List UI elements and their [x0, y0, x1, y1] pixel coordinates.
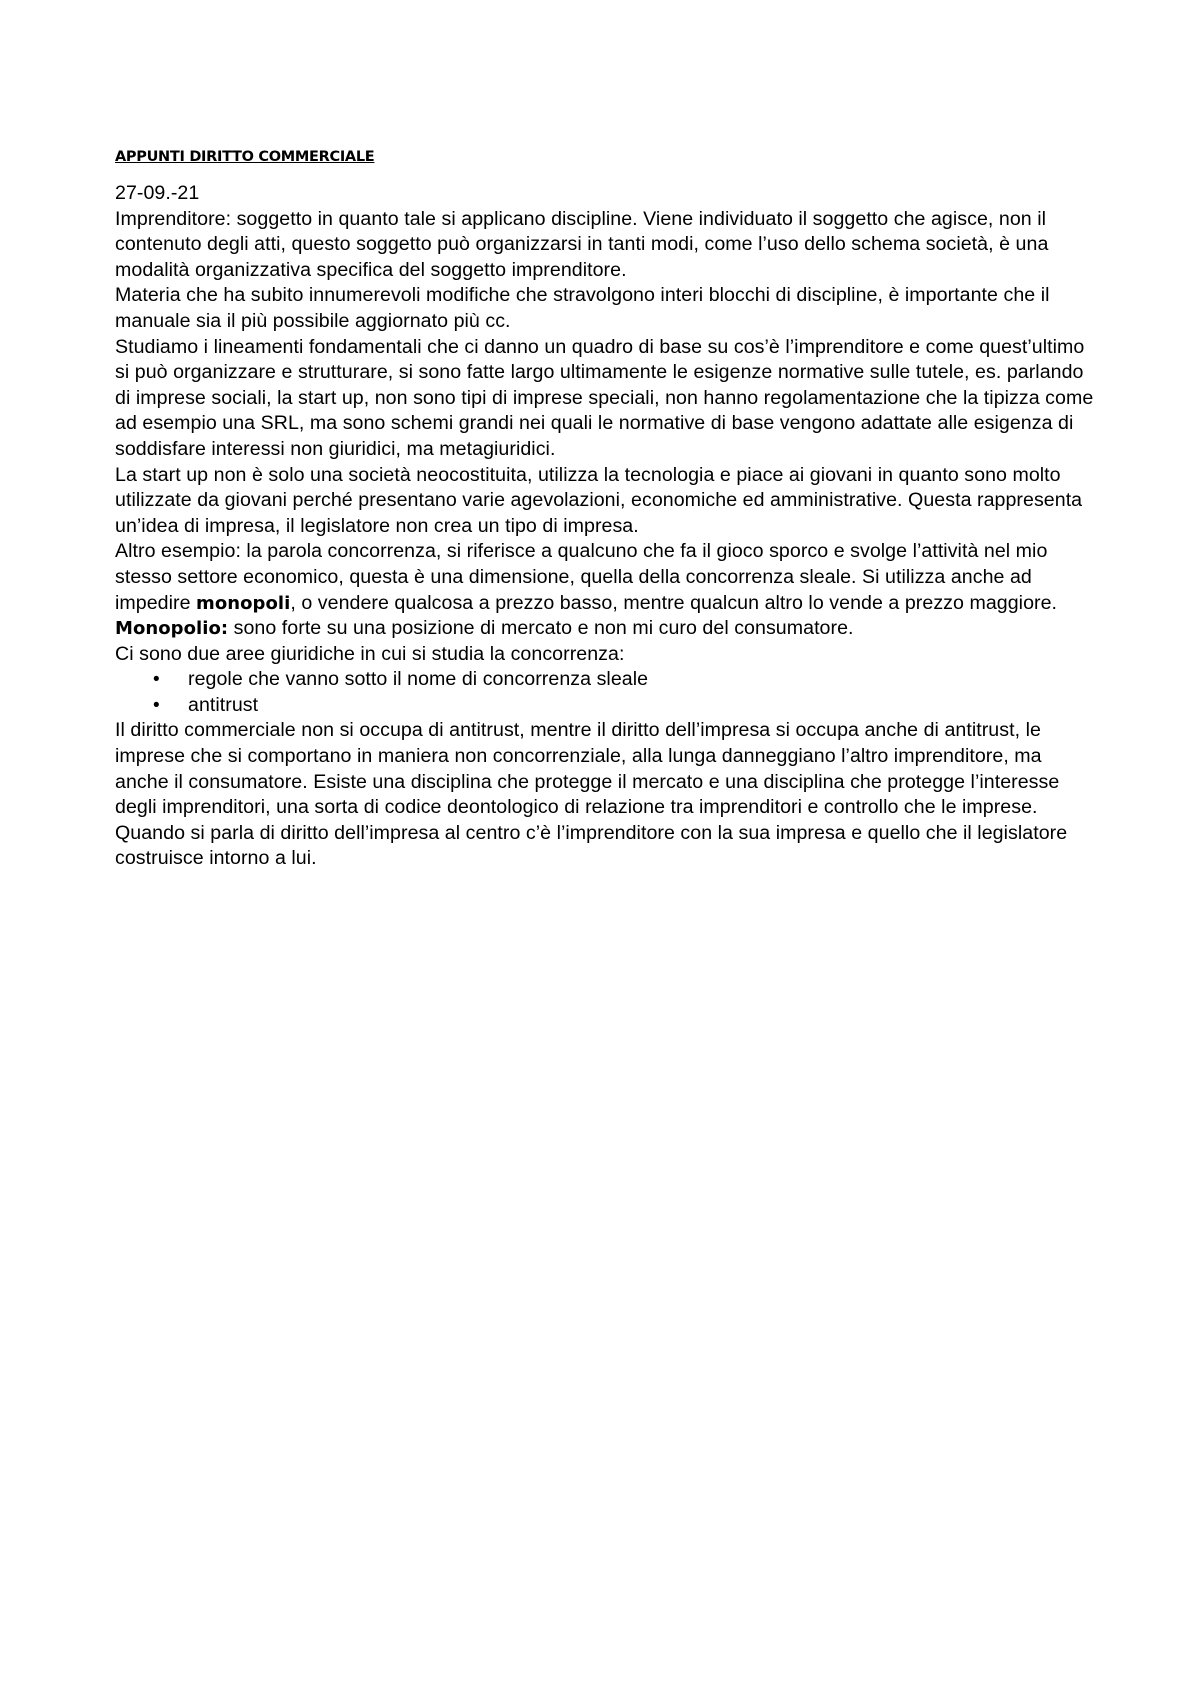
- bullet-list: [115, 667, 1100, 718]
- altro-text-before: Altro esempio: la parola concorrenza, si riferisce a qualcuno che fa il gioco sporco e svolge l’attività nel mio stesso settore economico, questa è una dimensione, quella della concorrenza sleale. Si utilizza anche ad impedire: [115, 540, 1048, 614]
- note-date: 27-09.-21: [115, 182, 200, 204]
- paragraph-imprenditore: Imprenditore: soggetto in quanto tale si applicano discipline. Viene individuato il soggetto che agisce, non il contenuto degli atti, questo soggetto può organizzarsi in tanti modi, come l’uso dello schema società, è una modalità organizzativa specifica del soggetto imprenditore.: [115, 207, 1049, 281]
- monopolio-definition: sono forte su una posizione di mercato e non mi curo del consumatore.: [228, 617, 854, 640]
- paragraph-lineamenti: Studiamo i lineamenti fondamentali che ci danno un quadro di base su cos’è l’imprenditore e come quest’ultimo si può organizzare e strutturare, si sono fatte largo ultimamente le esigenze normative sulle tutele, es. parlando di imprese sociali, la start up, non sono tipi di imprese speciali, non hanno regolamentazione che la tipizza come ad esempio una SRL, ma sono schemi grandi nei quali le normative di base vengono adattate alle esigenza di soddisfare interessi non giuridici, ma metagiuridici.: [115, 335, 1094, 460]
- list-item: [153, 693, 1100, 719]
- list-item: [153, 667, 1100, 693]
- paragraph-altro-esempio: [115, 539, 1100, 616]
- altro-text-after: , o vendere qualcosa a prezzo basso, mentre qualcun altro lo vende a prezzo maggiore.: [290, 591, 1058, 614]
- paragraph-materia: Materia che ha subito innumerevoli modifiche che stravolgono interi blocchi di discipline, è importante che il manuale sia il più possibile aggiornato più cc.: [115, 284, 1050, 332]
- paragraph-antitrust: Il diritto commerciale non si occupa di antitrust, mentre il diritto dell’impresa si occupa anche di antitrust, le imprese che si comportano in maniera non concorrenziale, alla lunga danneggiano l’altro imprenditore, ma anche il consumatore. Esiste una disciplina che protegge il mercato e una disciplina che protegge l’interesse degli imprenditori, una sorta di codice deontologico di relazione tra imprenditori e controllo che le imprese.: [115, 719, 1060, 819]
- document-title: APPUNTI DIRITTO COMMERCIALE: [115, 149, 375, 165]
- paragraph-start-up: La start up non è solo una società neocostituita, utilizza la tecnologia e piace ai giovani in quanto sono molto utilizzate da giovani perché presentano varie agevolazioni, economiche ed amministrative. Questa rappresenta un’idea di impresa, il legislatore non crea un tipo di impresa.: [115, 463, 1083, 537]
- list-item-text: antitrust: [188, 693, 259, 716]
- paragraph-conclusione: Quando si parla di diritto dell’impresa al centro c’è l’imprenditore con la sua impresa e quello che il legislatore costruisce intorno a lui.: [115, 821, 1068, 870]
- list-item-text: regole che vanno sotto il nome di concorrenza sleale: [188, 668, 649, 691]
- bullet-icon: •: [153, 669, 160, 691]
- bullet-icon: •: [153, 694, 160, 716]
- paragraph-monopolio: [115, 616, 1100, 642]
- keyword-monopoli: monopoli: [196, 592, 291, 614]
- document-body: [115, 146, 1100, 872]
- list-intro: Ci sono due aree giuridiche in cui si studia la concorrenza:: [115, 642, 625, 665]
- term-monopolio: Monopolio:: [115, 618, 229, 640]
